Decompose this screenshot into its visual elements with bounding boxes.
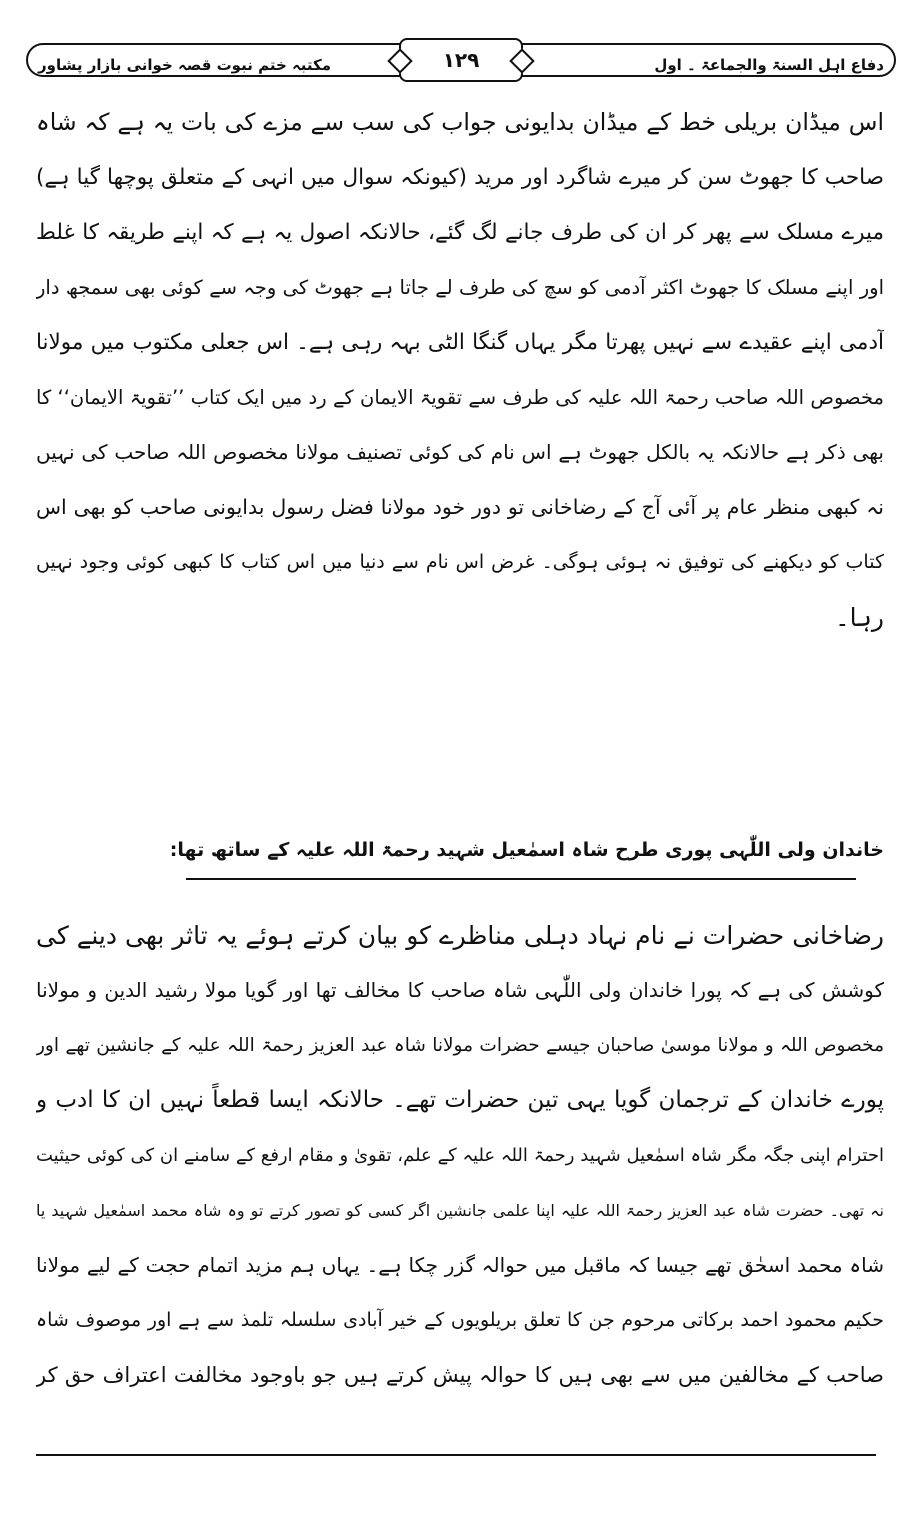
text-line: نہ تھی۔ حضرت شاہ عبد العزیز رحمۃ اللہ علیہ اپنا علمی جانشین اگر کسی کو تصور کرتے تو وہ شاہ محمد اسمٰعیل شہید یا xyxy=(36,1201,884,1220)
footer-rule xyxy=(36,1454,876,1456)
text-line: صاحب کے مخالفین میں سے بھی ہیں کا حوالہ پیش کرتے ہیں جو باوجود مخالفت اعتراف حق کر xyxy=(36,1363,884,1387)
heading-underline xyxy=(186,878,856,880)
text-line: احترام اپنی جگہ مگر شاہ اسمٰعیل شہید رحمۃ اللہ علیہ کے علم، تقویٰ و مقام ارفع کے سامنے ان کی کوئی حیثیت xyxy=(36,1145,884,1166)
text-line: اور اپنے مسلک کا جھوٹ اکثر آدمی کو سچ کی طرف لے جاتا ہے جھوٹ کی وجہ سے کوئی بھی سمجھ دار xyxy=(36,276,884,299)
text-line: پورے خاندان کے ترجمان گویا یہی تین حضرات تھے۔ حالانکہ ایسا قطعاً نہیں ان کا ادب و xyxy=(36,1087,884,1113)
text-line: نہ کبھی منظر عام پر آئی آج کے رضاخانی تو دور خود مولانا فضل رسول بدایونی صاحب کو بھی اس xyxy=(36,495,884,519)
text-line: میرے مسلک سے پھر کر ان کی طرف جانے لگ گئے، حالانکہ اصول یہ ہے کہ اپنے طریقہ کا غلط xyxy=(36,220,884,245)
text-line: رہا۔ xyxy=(835,603,884,632)
paragraph-1 xyxy=(36,95,884,645)
paragraph-2 xyxy=(36,908,884,1403)
text-line: رضاخانی حضرات نے نام نہاد دہلی مناظرے کو بیان کرتے ہوئے یہ تاثر بھی دینے کی xyxy=(36,921,884,950)
text-line: صاحب کا جھوٹ سن کر میرے شاگرد اور مرید (کیونکہ سوال میں انہی کے متعلق پوچھا گیا ہے) xyxy=(36,165,884,190)
text-line: حکیم محمود احمد برکاتی مرحوم جن کا تعلق بریلویوں کے خیر آبادی سلسلہ تلمذ سے ہے اور موصوف شاہ xyxy=(36,1309,884,1331)
text-line: کوشش کی ہے کہ پورا خاندان ولی اللّٰہی شاہ صاحب کا مخالف تھا اور گویا مولا رشید الدین و مولانا xyxy=(36,978,884,1002)
publisher-name: مکتبہ ختم نبوت قصہ خوانی بازار پشاور xyxy=(38,56,332,74)
page-number: ۱۲۹ xyxy=(442,48,480,72)
page-number-box xyxy=(399,38,523,82)
text-line: کتاب کو دیکھنے کی توفیق نہ ہوئی ہوگی۔ غرض اس نام سے دنیا میں اس کتاب کا کبھی کوئی وجود نہیں xyxy=(36,551,884,573)
text-line: اس میڈان بریلی خط کے میڈان بدایونی جواب کی سب سے مزے کی بات یہ ہے کہ شاہ xyxy=(36,108,884,136)
text-line: بھی ذکر ہے حالانکہ یہ بالکل جھوٹ ہے اس نام کی کوئی تصنیف مولانا مخصوص اللہ صاحب کی نہیں xyxy=(36,440,884,464)
text-line: شاہ محمد اسحٰق تھے جیسا کہ ماقبل میں حوالہ گزر چکا ہے۔ یہاں ہم مزید اتمام حجت کے لیے مولانا xyxy=(36,1253,884,1277)
text-line: مخصوص اللہ صاحب رحمۃ اللہ علیہ کی طرف سے تقویۃ الایمان کے رد میں ایک کتاب ’’تقویۃ الایمان‘‘ کا xyxy=(36,386,884,409)
section-heading: خاندان ولی اللّٰہی پوری طرح شاہ اسمٰعیل شہید رحمۃ اللہ علیہ کے ساتھ تھا: xyxy=(169,839,884,861)
page-header xyxy=(26,38,896,82)
book-title: دفاع اہل السنۃ والجماعۃ ۔ اول xyxy=(654,56,884,74)
text-line: مخصوص اللہ و مولانا موسیٰ صاحبان جیسے حضرات مولانا شاہ عبد العزیز رحمۃ اللہ علیہ کے جانشین تھے اور xyxy=(36,1035,884,1056)
text-line: آدمی اپنے عقیدے سے نہیں پھرتا مگر یہاں گنگا الٹی بہہ رہی ہے۔ اس جعلی مکتوب میں مولانا xyxy=(36,330,884,355)
